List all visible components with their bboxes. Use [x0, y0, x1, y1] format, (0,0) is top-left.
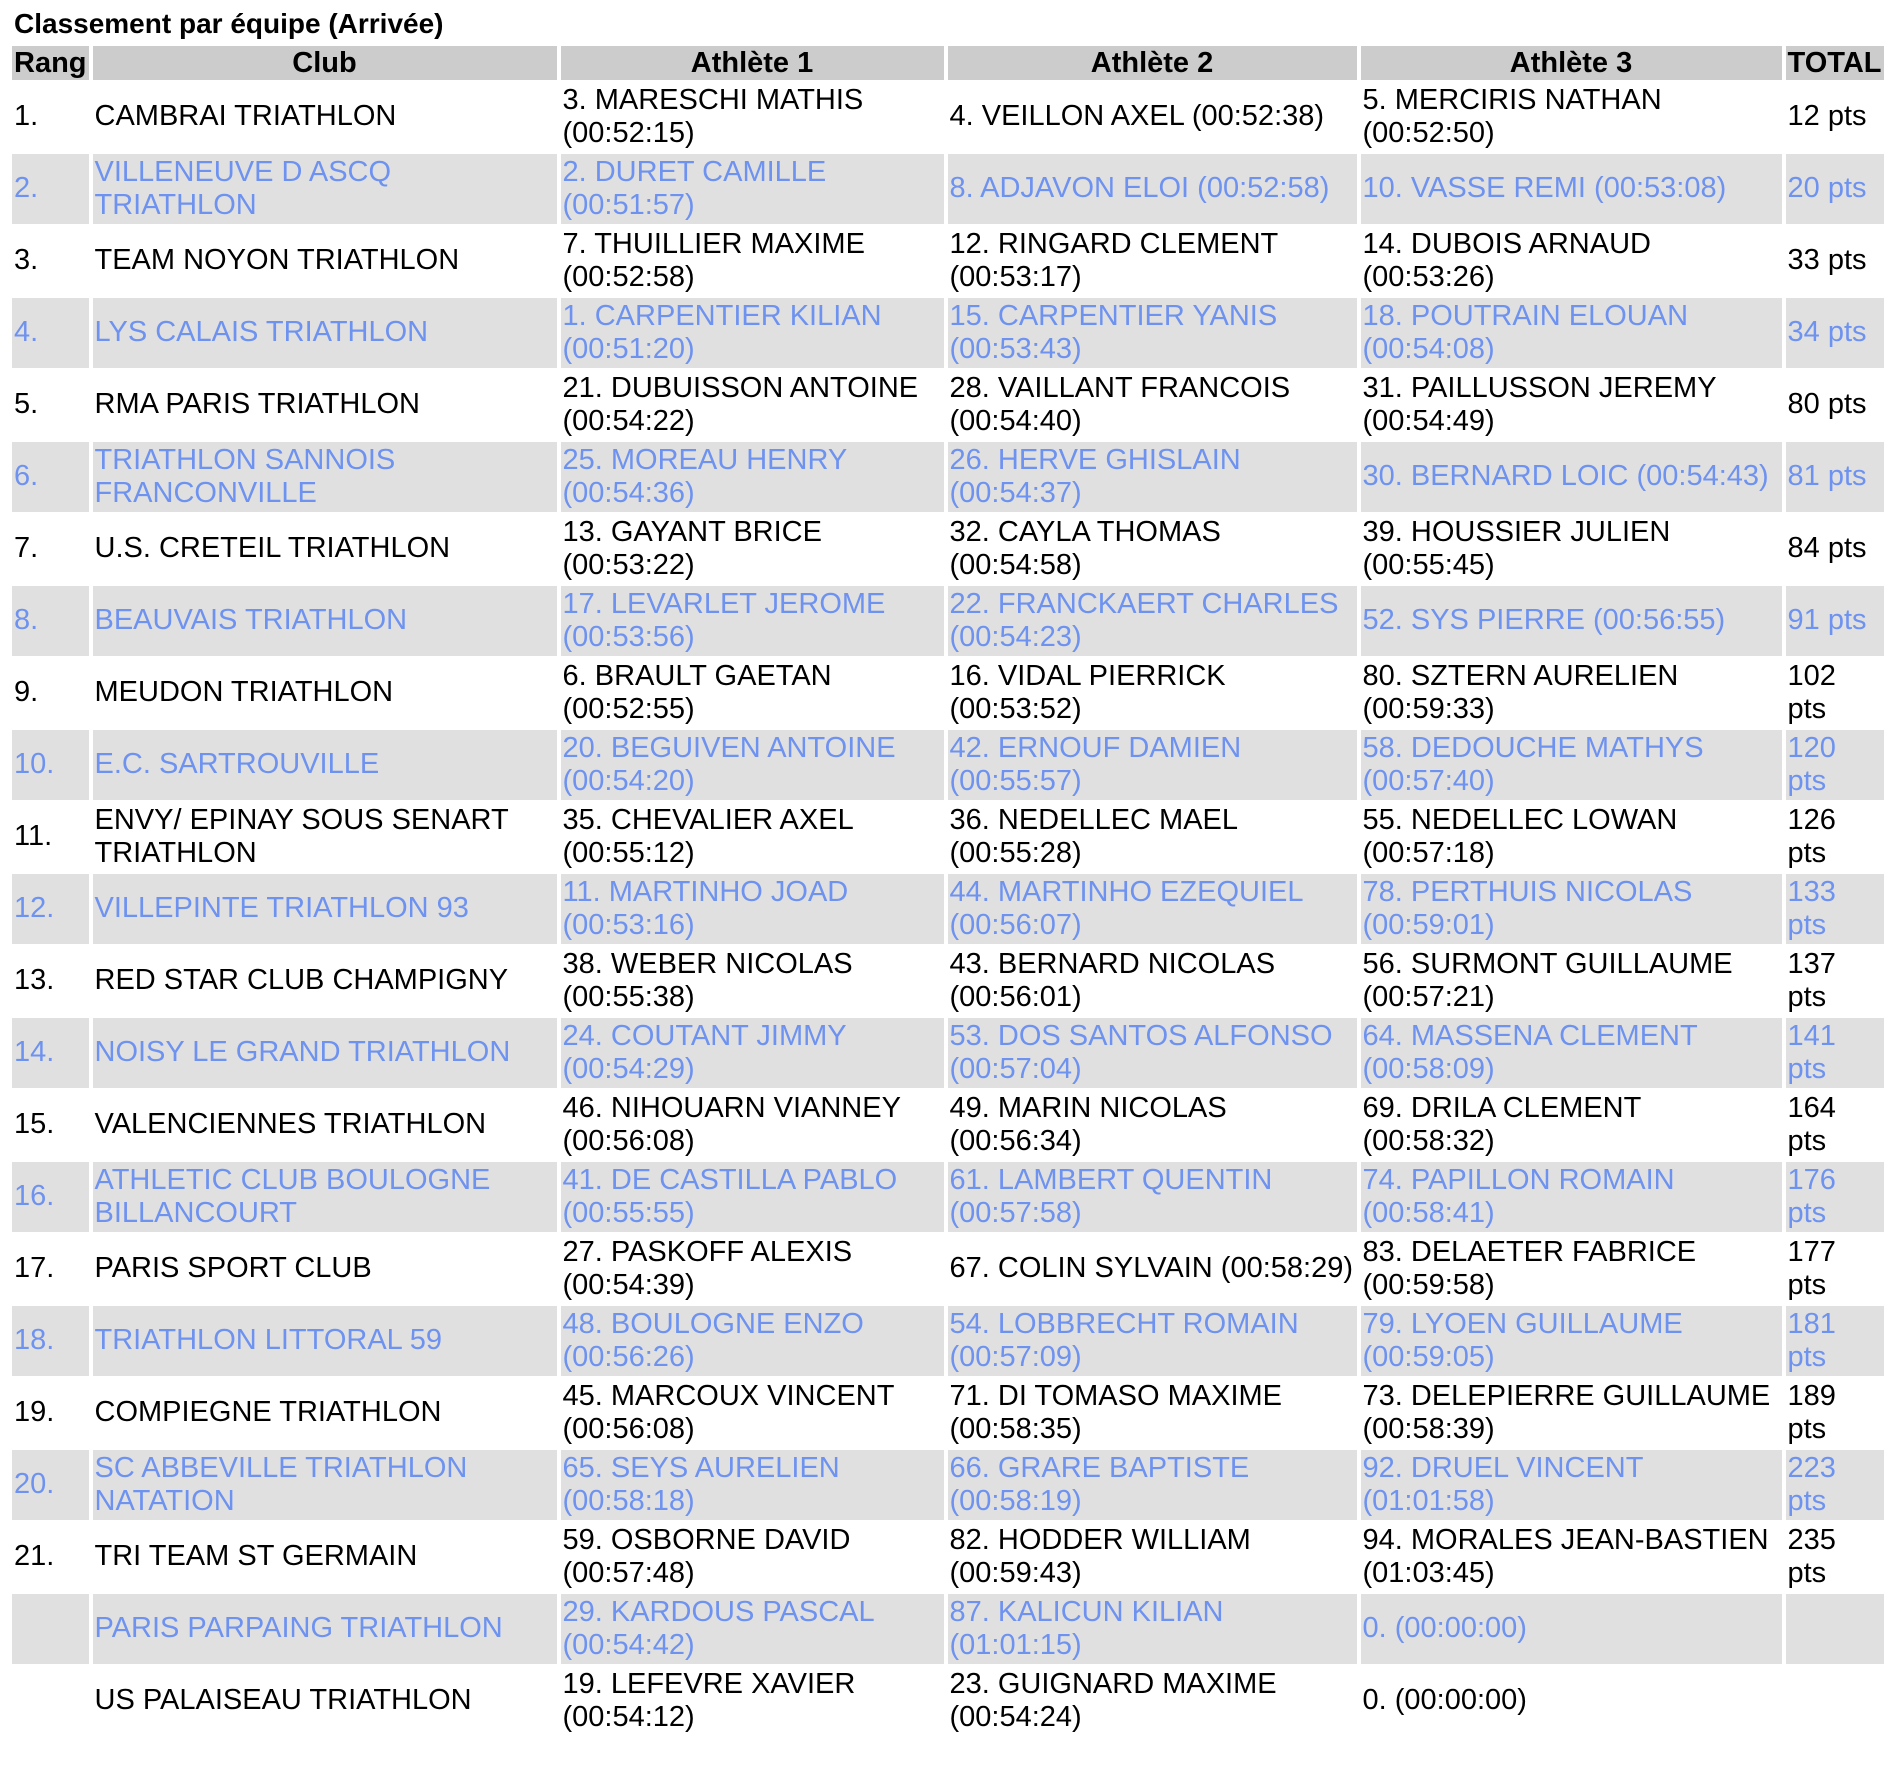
- cell-club: E.C. SARTROUVILLE: [93, 730, 557, 800]
- header-row: [12, 46, 1884, 80]
- cell-athlete-1: 13. GAYANT BRICE (00:53:22): [562, 515, 822, 581]
- cell-club: COMPIEGNE TRIATHLON: [94, 1396, 442, 1429]
- cell-total: 177 pts: [1787, 1235, 1836, 1301]
- cell-athlete-3: 39. HOUSSIER JULIEN (00:55:45): [1362, 515, 1671, 581]
- cell-rank: 16.: [12, 1162, 89, 1232]
- cell-club: TEAM NOYON TRIATHLON: [94, 244, 460, 277]
- cell-athlete-3: 80. SZTERN AURELIEN (00:59:33): [1362, 659, 1679, 725]
- cell-athlete-3: 18. POUTRAIN ELOUAN (00:54:08): [1361, 298, 1782, 368]
- cell-athlete-1: 21. DUBUISSON ANTOINE (00:54:22): [562, 371, 919, 437]
- cell-total: 80 pts: [1787, 388, 1867, 421]
- cell-athlete-1: 1. CARPENTIER KILIAN (00:51:20): [561, 298, 944, 368]
- cell-rank: 20.: [12, 1450, 89, 1520]
- cell-athlete-2: 43. BERNARD NICOLAS (00:56:01): [949, 947, 1276, 1013]
- cell-rank: 11.: [14, 820, 53, 853]
- cell-athlete-2: 12. RINGARD CLEMENT (00:53:17): [949, 227, 1278, 293]
- cell-club: TRI TEAM ST GERMAIN: [94, 1540, 418, 1573]
- cell-total: 91 pts: [1786, 586, 1884, 656]
- cell-club: SC ABBEVILLE TRIATHLON NATATION: [93, 1450, 557, 1520]
- cell-athlete-1: 35. CHEVALIER AXEL (00:55:12): [562, 803, 853, 869]
- table-body: [12, 82, 1884, 1736]
- header-athlete-3: Athlète 3: [1361, 46, 1782, 80]
- cell-total: 120 pts: [1786, 730, 1884, 800]
- cell-rank: [12, 1594, 89, 1664]
- cell-athlete-1: 2. DURET CAMILLE (00:51:57): [561, 154, 944, 224]
- cell-athlete-2: 23. GUIGNARD MAXIME (00:54:24): [949, 1667, 1277, 1733]
- cell-club: BEAUVAIS TRIATHLON: [93, 586, 557, 656]
- cell-athlete-2: 16. VIDAL PIERRICK (00:53:52): [949, 659, 1226, 725]
- cell-athlete-2: 49. MARIN NICOLAS (00:56:34): [949, 1091, 1227, 1157]
- cell-athlete-1: 27. PASKOFF ALEXIS (00:54:39): [562, 1235, 853, 1301]
- cell-athlete-3: 74. PAPILLON ROMAIN (00:58:41): [1361, 1162, 1782, 1232]
- cell-athlete-2: 61. LAMBERT QUENTIN (00:57:58): [948, 1162, 1357, 1232]
- cell-club: U.S. CRETEIL TRIATHLON: [94, 532, 451, 565]
- table-row: [12, 874, 1884, 944]
- cell-athlete-2: 82. HODDER WILLIAM (00:59:43): [949, 1523, 1251, 1589]
- cell-athlete-2: 22. FRANCKAERT CHARLES (00:54:23): [948, 586, 1357, 656]
- cell-total: 34 pts: [1786, 298, 1884, 368]
- cell-athlete-3: 14. DUBOIS ARNAUD (00:53:26): [1362, 227, 1651, 293]
- table-row: [12, 1306, 1884, 1376]
- cell-rank: 12.: [12, 874, 89, 944]
- cell-club: PARIS SPORT CLUB: [94, 1252, 372, 1285]
- team-ranking-table: [8, 44, 1888, 1738]
- cell-total: 126 pts: [1787, 803, 1836, 869]
- cell-rank: 18.: [12, 1306, 89, 1376]
- cell-rank: 21.: [14, 1540, 55, 1573]
- cell-athlete-2: 54. LOBBRECHT ROMAIN (00:57:09): [948, 1306, 1357, 1376]
- cell-total: 137 pts: [1787, 947, 1836, 1013]
- cell-total: 235 pts: [1787, 1523, 1836, 1589]
- cell-athlete-2: 36. NEDELLEC MAEL (00:55:28): [949, 803, 1237, 869]
- cell-athlete-2: 15. CARPENTIER YANIS (00:53:43): [948, 298, 1357, 368]
- cell-athlete-1: 65. SEYS AURELIEN (00:58:18): [561, 1450, 944, 1520]
- cell-club: RED STAR CLUB CHAMPIGNY: [94, 964, 509, 997]
- cell-athlete-3: 5. MERCIRIS NATHAN (00:52:50): [1362, 83, 1662, 149]
- cell-total: 164 pts: [1787, 1091, 1836, 1157]
- cell-athlete-2: 4. VEILLON AXEL (00:52:38): [949, 100, 1325, 133]
- cell-athlete-2: 53. DOS SANTOS ALFONSO (00:57:04): [948, 1018, 1357, 1088]
- table-row: [12, 1378, 1884, 1448]
- cell-athlete-3: 92. DRUEL VINCENT (01:01:58): [1361, 1450, 1782, 1520]
- cell-athlete-3: 64. MASSENA CLEMENT (00:58:09): [1361, 1018, 1782, 1088]
- cell-total: 181 pts: [1786, 1306, 1884, 1376]
- cell-athlete-1: 19. LEFEVRE XAVIER (00:54:12): [562, 1667, 856, 1733]
- cell-club: CAMBRAI TRIATHLON: [94, 100, 397, 133]
- table-row: [12, 514, 1884, 584]
- table-row: [12, 370, 1884, 440]
- table-row: [12, 730, 1884, 800]
- table-row: [12, 154, 1884, 224]
- table-row: [12, 226, 1884, 296]
- table-row: [12, 1450, 1884, 1520]
- cell-club: US PALAISEAU TRIATHLON: [94, 1684, 472, 1717]
- cell-athlete-1: 59. OSBORNE DAVID (00:57:48): [562, 1523, 851, 1589]
- table-row: [12, 1018, 1884, 1088]
- cell-athlete-3: 10. VASSE REMI (00:53:08): [1361, 154, 1782, 224]
- cell-rank: 17.: [14, 1252, 55, 1285]
- cell-total: 12 pts: [1787, 100, 1867, 133]
- cell-athlete-3: 83. DELAETER FABRICE (00:59:58): [1362, 1235, 1697, 1301]
- cell-club: NOISY LE GRAND TRIATHLON: [93, 1018, 557, 1088]
- cell-athlete-3: 94. MORALES JEAN-BASTIEN (01:03:45): [1362, 1523, 1769, 1589]
- table-row: [12, 1162, 1884, 1232]
- cell-club: ENVY/ EPINAY SOUS SENART TRIATHLON: [94, 803, 509, 869]
- cell-total: 176 pts: [1786, 1162, 1884, 1232]
- cell-rank: 6.: [12, 442, 89, 512]
- cell-athlete-1: 6. BRAULT GAETAN (00:52:55): [562, 659, 832, 725]
- cell-athlete-2: 26. HERVE GHISLAIN (00:54:37): [948, 442, 1357, 512]
- cell-club: VILLEPINTE TRIATHLON 93: [93, 874, 557, 944]
- cell-rank: 4.: [12, 298, 89, 368]
- cell-rank: 13.: [14, 964, 55, 997]
- cell-athlete-2: 32. CAYLA THOMAS (00:54:58): [949, 515, 1221, 581]
- table-row: [12, 1090, 1884, 1160]
- cell-athlete-1: 7. THUILLIER MAXIME (00:52:58): [562, 227, 865, 293]
- cell-rank: 5.: [14, 388, 39, 421]
- cell-athlete-3: 31. PAILLUSSON JEREMY (00:54:49): [1362, 371, 1717, 437]
- cell-total: 102 pts: [1787, 659, 1836, 725]
- cell-total: 81 pts: [1786, 442, 1884, 512]
- cell-total: 189 pts: [1787, 1379, 1836, 1445]
- table-row: [12, 1666, 1884, 1736]
- cell-athlete-1: 41. DE CASTILLA PABLO (00:55:55): [561, 1162, 944, 1232]
- cell-athlete-1: 38. WEBER NICOLAS (00:55:38): [562, 947, 853, 1013]
- table-row: [12, 1522, 1884, 1592]
- cell-athlete-3: 52. SYS PIERRE (00:56:55): [1361, 586, 1782, 656]
- header-club: Club: [93, 46, 557, 80]
- cell-total: 133 pts: [1786, 874, 1884, 944]
- cell-athlete-2: 44. MARTINHO EZEQUIEL (00:56:07): [948, 874, 1357, 944]
- cell-athlete-2: 28. VAILLANT FRANCOIS (00:54:40): [949, 371, 1291, 437]
- cell-athlete-2: 66. GRARE BAPTISTE (00:58:19): [948, 1450, 1357, 1520]
- cell-total: 84 pts: [1787, 532, 1867, 565]
- cell-athlete-1: 29. KARDOUS PASCAL (00:54:42): [561, 1594, 944, 1664]
- cell-club: LYS CALAIS TRIATHLON: [93, 298, 557, 368]
- table-row: [12, 1594, 1884, 1664]
- cell-athlete-1: 48. BOULOGNE ENZO (00:56:26): [561, 1306, 944, 1376]
- cell-club: TRIATHLON SANNOIS FRANCONVILLE: [93, 442, 557, 512]
- cell-athlete-3: 55. NEDELLEC LOWAN (00:57:18): [1362, 803, 1678, 869]
- cell-total: 141 pts: [1786, 1018, 1884, 1088]
- cell-total: 223 pts: [1786, 1450, 1884, 1520]
- cell-athlete-1: 24. COUTANT JIMMY (00:54:29): [561, 1018, 944, 1088]
- cell-athlete-3: 78. PERTHUIS NICOLAS (00:59:01): [1361, 874, 1782, 944]
- cell-athlete-1: 46. NIHOUARN VIANNEY (00:56:08): [562, 1091, 901, 1157]
- cell-athlete-3: 69. DRILA CLEMENT (00:58:32): [1362, 1091, 1641, 1157]
- header-athlete-1: Athlète 1: [561, 46, 944, 80]
- cell-club: VALENCIENNES TRIATHLON: [94, 1108, 487, 1141]
- cell-total: 20 pts: [1786, 154, 1884, 224]
- cell-athlete-3: 0. (00:00:00): [1361, 1594, 1782, 1664]
- table-row: [12, 298, 1884, 368]
- cell-athlete-2: 71. DI TOMASO MAXIME (00:58:35): [949, 1379, 1283, 1445]
- table-row: [12, 658, 1884, 728]
- table-row: [12, 802, 1884, 872]
- cell-rank: 19.: [14, 1396, 55, 1429]
- cell-athlete-2: 67. COLIN SYLVAIN (00:58:29): [949, 1252, 1354, 1285]
- cell-athlete-2: 8. ADJAVON ELOI (00:52:58): [948, 154, 1357, 224]
- cell-club: TRIATHLON LITTORAL 59: [93, 1306, 557, 1376]
- cell-athlete-3: 0. (00:00:00): [1362, 1684, 1527, 1717]
- table-row: [12, 82, 1884, 152]
- header-athlete-2: Athlète 2: [948, 46, 1357, 80]
- cell-rank: [12, 1666, 89, 1736]
- cell-rank: 14.: [12, 1018, 89, 1088]
- cell-athlete-3: 73. DELEPIERRE GUILLAUME (00:58:39): [1362, 1379, 1771, 1445]
- table-row: [12, 442, 1884, 512]
- cell-total: [1786, 1666, 1884, 1736]
- header-rank: Rang: [14, 47, 87, 79]
- cell-club: PARIS PARPAING TRIATHLON: [93, 1594, 557, 1664]
- cell-athlete-3: 30. BERNARD LOIC (00:54:43): [1361, 442, 1782, 512]
- cell-rank: 9.: [14, 676, 39, 709]
- header-total: TOTAL: [1786, 46, 1884, 80]
- cell-rank: 1.: [14, 100, 39, 133]
- cell-rank: 15.: [14, 1108, 55, 1141]
- cell-rank: 2.: [12, 154, 89, 224]
- cell-athlete-1: 17. LEVARLET JEROME (00:53:56): [561, 586, 944, 656]
- cell-athlete-1: 20. BEGUIVEN ANTOINE (00:54:20): [561, 730, 944, 800]
- cell-club: MEUDON TRIATHLON: [94, 676, 394, 709]
- cell-total: [1786, 1594, 1884, 1664]
- cell-club: ATHLETIC CLUB BOULOGNE BILLANCOURT: [93, 1162, 557, 1232]
- cell-athlete-1: 25. MOREAU HENRY (00:54:36): [561, 442, 944, 512]
- cell-athlete-2: 42. ERNOUF DAMIEN (00:55:57): [948, 730, 1357, 800]
- table-row: [12, 946, 1884, 1016]
- cell-rank: 10.: [12, 730, 89, 800]
- table-row: [12, 586, 1884, 656]
- cell-club: VILLENEUVE D ASCQ TRIATHLON: [93, 154, 557, 224]
- table-row: [12, 1234, 1884, 1304]
- cell-athlete-1: 45. MARCOUX VINCENT (00:56:08): [562, 1379, 894, 1445]
- cell-athlete-3: 79. LYOEN GUILLAUME (00:59:05): [1361, 1306, 1782, 1376]
- cell-club: RMA PARIS TRIATHLON: [94, 388, 420, 421]
- cell-rank: 7.: [14, 532, 39, 565]
- cell-total: 33 pts: [1787, 244, 1867, 277]
- cell-rank: 8.: [12, 586, 89, 656]
- cell-athlete-1: 11. MARTINHO JOAD (00:53:16): [561, 874, 944, 944]
- cell-athlete-3: 56. SURMONT GUILLAUME (00:57:21): [1362, 947, 1733, 1013]
- table-caption: Classement par équipe (Arrivée): [14, 8, 444, 39]
- cell-athlete-2: 87. KALICUN KILIAN (01:01:15): [948, 1594, 1357, 1664]
- cell-athlete-1: 3. MARESCHI MATHIS (00:52:15): [562, 83, 864, 149]
- cell-athlete-3: 58. DEDOUCHE MATHYS (00:57:40): [1361, 730, 1782, 800]
- cell-rank: 3.: [14, 244, 39, 277]
